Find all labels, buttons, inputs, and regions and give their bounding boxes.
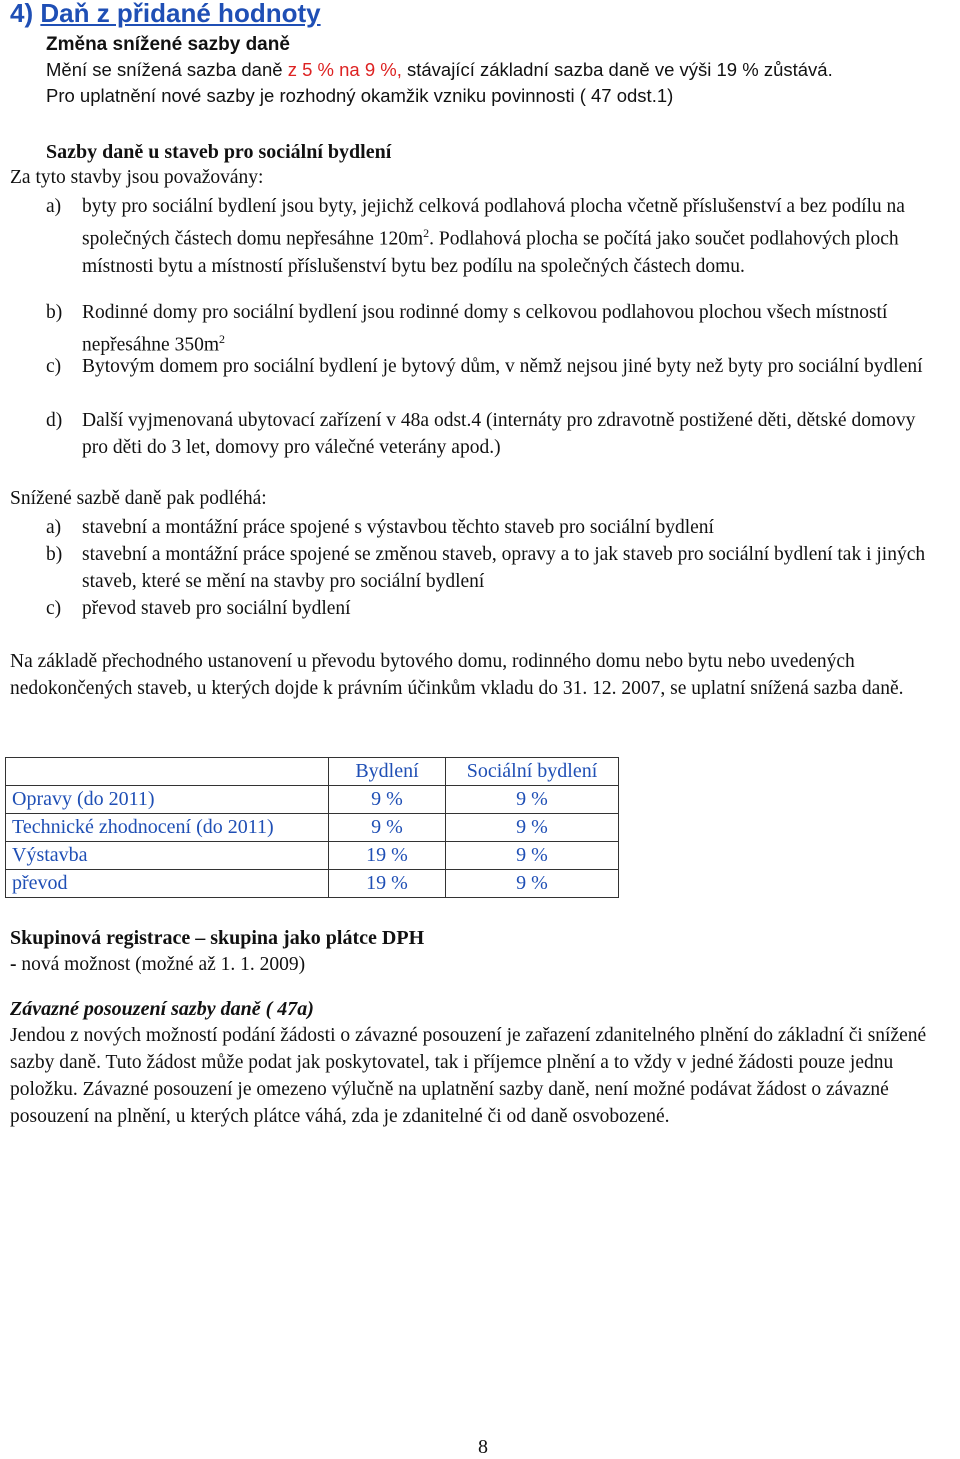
list-label: c) — [46, 356, 62, 377]
table-cell: Opravy (do 2011) — [6, 786, 329, 814]
transitional-provision-paragraph: Na základě přechodného ustanovení u převodu bytového domu, rodinného domu nebo bytu nebo uvedených nedokončených staveb, u kterých dojde k právním účinkům vkladu do 31. 12. 2007, se uplatní snížená sazba daně. — [10, 651, 904, 699]
list-text: převod staveb pro sociální bydlení — [82, 598, 351, 619]
table-cell: 9 % — [329, 786, 446, 814]
reduced-rate-intro: Snížené sazbě daně pak podléhá: — [10, 488, 267, 509]
list-label: a) — [46, 196, 62, 217]
binding-assessment-title: Závazné posouzení sazby daně ( 47a) — [10, 998, 314, 1020]
section-heading — [10, 0, 321, 29]
social-housing-item-d — [46, 407, 946, 461]
list-text: byty pro sociální bydlení jsou byty, jejichž celková podlahová plocha včetně příslušenství a bez podílu na společných částech domu nepřesáhne $120m^2$. Podlahová plocha se počítá jako součet podlahových ploch místnosti bytu a místností příslušenství bytu bez podílu na společných částech domu. — [82, 196, 905, 277]
group-registration-title: Skupinová registrace – skupina jako plátce DPH — [10, 927, 425, 949]
vat-rates-table — [5, 757, 619, 898]
table-cell: 9 % — [446, 870, 619, 898]
table-cell: Výstavba — [6, 842, 329, 870]
line1-text-a: Mění se snížená sazba daně — [46, 59, 288, 80]
table-cell: 9 % — [446, 814, 619, 842]
table-cell: převod — [6, 870, 329, 898]
list-label: b) — [46, 544, 63, 565]
page-number: 8 — [478, 1436, 488, 1458]
social-housing-intro: Za tyto stavby jsou považovány: — [10, 167, 264, 188]
list-label: b) — [46, 302, 63, 323]
table-cell: 19 % — [329, 842, 446, 870]
list-text: Bytovým domem pro sociální bydlení je bytový dům, v němž nejsou jiné byty než byty pro sociální bydlení — [82, 356, 923, 377]
table-header-cell: Bydlení — [329, 758, 446, 786]
vat-rate-change-title: Změna snížené sazby daně — [46, 34, 290, 55]
line1-text-b: stávající základní sazba daně ve výši 19 % zůstává. — [401, 59, 833, 80]
reduced-rate-item-c — [46, 595, 946, 622]
vat-rate-change-line2: Pro uplatnění nové sazby je rozhodný okamžik vzniku povinnosti ( 47 odst.1) — [46, 85, 674, 106]
rate-change-highlight: z 5 % na 9 %, — [287, 59, 402, 80]
table-cell: 19 % — [329, 870, 446, 898]
group-registration-note: - nová možnost (možné až 1. 1. 2009) — [10, 954, 306, 975]
social-housing-item-b — [46, 299, 946, 359]
social-housing-item-c — [46, 353, 946, 380]
table-cell: 9 % — [446, 786, 619, 814]
table-row — [6, 814, 619, 842]
list-text: stavební a montážní práce spojené s výstavbou těchto staveb pro sociální bydlení — [82, 517, 714, 538]
list-label: c) — [46, 598, 62, 619]
table-cell: Technické zhodnocení (do 2011) — [6, 814, 329, 842]
heading-title-link[interactable]: Daň z přidané hodnoty — [40, 0, 321, 28]
reduced-rate-item-a — [46, 514, 946, 541]
social-housing-title: Sazby daně u staveb pro sociální bydlení — [46, 141, 392, 163]
list-label: d) — [46, 410, 63, 431]
table-header-row — [6, 758, 619, 786]
list-label: a) — [46, 517, 62, 538]
vat-rate-change-line1 — [46, 58, 833, 82]
social-housing-item-a — [46, 193, 946, 280]
table-header-cell — [6, 758, 329, 786]
heading-number: 4) — [10, 0, 34, 28]
reduced-rate-item-b — [46, 541, 946, 595]
table-cell: 9 % — [329, 814, 446, 842]
list-text: stavební a montážní práce spojené se změnou staveb, opravy a to jak staveb pro sociální bydlení tak i jiných staveb, které se mění na stavby pro sociální bydlení — [82, 544, 926, 592]
table-header-cell: Sociální bydlení — [446, 758, 619, 786]
binding-assessment-paragraph: Jendou z nových možností podání žádosti o závazné posouzení je zařazení zdanitelného plnění do základní či snížené sazby daně. Tuto žádost může podat jak poskytovatel, tak i příjemce plnění a to vždy v jedné žádosti pouze jednu položku. Závazné posouzení je omezeno výlučně na uplatnění sazby daně, není možné podávat žádost o závazné posouzení na plnění, u kterých plátce váhá, zda je zdanitelné či od daně osvobozené. — [10, 1025, 927, 1127]
list-text: Rodinné domy pro sociální bydlení jsou rodinné domy s celkovou podlahovou plochou všech místností nepřesáhne $350m^2$ — [82, 302, 888, 356]
table-row — [6, 786, 619, 814]
table-row — [6, 842, 619, 870]
list-text: Další vyjmenovaná ubytovací zařízení v 48a odst.4 (internáty pro zdravotně postižené děti, dětské domovy pro děti do 3 let, domovy pro válečné veterány apod.) — [82, 410, 916, 458]
table-row — [6, 870, 619, 898]
table-cell: 9 % — [446, 842, 619, 870]
